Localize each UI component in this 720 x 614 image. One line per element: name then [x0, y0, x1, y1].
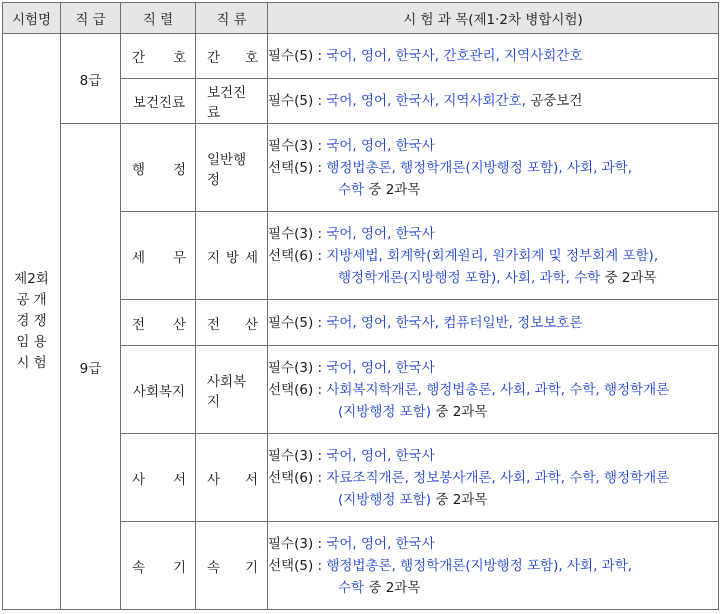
class-cell	[196, 434, 268, 522]
subject-tail: 중 2과목	[431, 403, 488, 420]
subject-label: 필수(3) :	[268, 535, 327, 552]
subject-line	[268, 445, 718, 467]
subject-line	[268, 312, 718, 334]
subject-label: 선택(6) :	[268, 381, 327, 398]
class-text: 사회복지	[207, 373, 247, 410]
subject-line	[268, 401, 718, 423]
class-text: 보건진료	[207, 85, 247, 121]
series-text: 기	[172, 559, 186, 576]
subjects-cell	[268, 124, 719, 212]
grade-8-cell: 8급	[61, 34, 121, 124]
header-series: 직 렬	[121, 3, 196, 34]
subject-list: 자료조직개론, 정보봉사개론, 사회, 과학, 수학, 행정학개론	[326, 469, 670, 486]
series-text: 보건진료	[132, 95, 186, 111]
subject-line	[268, 379, 718, 401]
series-cell	[121, 124, 196, 212]
subject-line	[268, 90, 718, 112]
series-cell	[121, 346, 196, 434]
class-cell	[196, 124, 268, 212]
class-text: 전	[207, 316, 221, 333]
series-text: 정	[172, 161, 186, 178]
table-row	[3, 124, 719, 212]
series-text: 호	[172, 50, 186, 66]
subject-list: 사회복지학개론, 행정법총론, 사회, 과학, 수학, 행정학개론	[326, 381, 670, 398]
class-text: 세	[244, 249, 258, 266]
subjects-cell	[268, 522, 719, 610]
subject-label: 선택(6) :	[268, 247, 327, 264]
subjects-cell	[268, 434, 719, 522]
subject-tail: 중 2과목	[364, 181, 421, 198]
subject-label: 필수(5) :	[268, 314, 327, 331]
series-text: 서	[172, 471, 186, 488]
subject-tail: 중 2과목	[600, 269, 657, 286]
subject-list: 국어, 영어, 한국사, 컴퓨터일반, 정보보호론	[326, 314, 583, 331]
series-cell	[121, 34, 196, 79]
subject-list: 국어, 영어, 한국사, 간호관리, 지역사회간호	[326, 48, 583, 64]
class-cell	[196, 300, 268, 346]
series-text: 속	[132, 559, 146, 576]
exam-name-line: 경 쟁	[16, 313, 47, 329]
table-row	[3, 34, 719, 79]
subject-list: 수학	[338, 181, 365, 198]
subject-tail: 공중보건	[530, 93, 583, 109]
class-text: 지	[207, 249, 221, 266]
series-text: 행	[132, 161, 146, 178]
subjects-cell	[268, 300, 719, 346]
subject-line	[268, 245, 718, 267]
subject-list: 국어, 영어, 한국사	[326, 137, 435, 154]
series-text: 사	[132, 471, 146, 488]
class-text: 방	[225, 249, 240, 266]
subject-list: 수학	[338, 579, 365, 596]
series-text: 무	[172, 249, 186, 266]
subject-line	[268, 357, 718, 379]
header-row	[3, 3, 719, 34]
header-subjects: 시 험 과 목(제1·2차 병합시험)	[268, 3, 719, 34]
class-cell	[196, 79, 268, 124]
exam-name-line: 임 용	[16, 334, 47, 350]
subjects-cell	[268, 346, 719, 434]
subject-list: 행정학개론(지방행정 포함), 사회, 과학, 수학	[338, 269, 601, 286]
subject-list: 국어, 영어, 한국사	[326, 447, 435, 464]
exam-subjects-table	[2, 2, 719, 610]
subject-label: 선택(6) :	[268, 469, 327, 486]
series-text: 산	[172, 316, 186, 333]
subject-line	[268, 157, 718, 179]
series-text: 사회복지	[132, 383, 186, 400]
subject-line	[268, 179, 718, 201]
series-text: 세	[132, 249, 146, 266]
exam-name-cell	[3, 34, 61, 610]
header-class: 직 류	[196, 3, 268, 34]
series-cell	[121, 434, 196, 522]
subject-list: 국어, 영어, 한국사	[326, 359, 435, 376]
subject-list: 행정법총론, 행정학개론(지방행정 포함), 사회, 과학,	[326, 557, 633, 574]
exam-name-line: 공 개	[16, 292, 47, 308]
subject-label: 필수(3) :	[268, 137, 327, 154]
subject-list: 국어, 영어, 한국사, 지역사회간호,	[326, 93, 531, 109]
subject-line	[268, 267, 718, 289]
subject-line	[268, 135, 718, 157]
series-text: 간	[132, 50, 146, 66]
header-exam-name: 시험명	[3, 3, 61, 34]
subjects-cell	[268, 34, 719, 79]
class-cell	[196, 346, 268, 434]
subject-line	[268, 489, 718, 511]
series-cell	[121, 79, 196, 124]
class-text: 일반행정	[207, 151, 247, 188]
subject-list: 국어, 영어, 한국사	[326, 225, 435, 242]
series-cell	[121, 522, 196, 610]
subject-line	[268, 577, 718, 599]
class-text: 속	[207, 559, 221, 576]
subject-line	[268, 533, 718, 555]
class-text: 서	[244, 471, 258, 488]
subject-label: 필수(3) :	[268, 359, 327, 376]
subject-line	[268, 555, 718, 577]
subject-tail: 중 2과목	[431, 491, 488, 508]
subjects-cell	[268, 212, 719, 300]
exam-name-line: 시 험	[16, 355, 47, 371]
series-text: 전	[132, 316, 146, 333]
subject-list: 지방세법, 회계학(회계원리, 원가회계 및 정부회계 포함),	[326, 247, 659, 264]
class-cell	[196, 522, 268, 610]
subject-list: (지방행정 포함)	[338, 491, 432, 508]
subjects-cell	[268, 79, 719, 124]
subject-label: 선택(5) :	[268, 159, 327, 176]
subject-label: 필수(5) :	[268, 48, 327, 64]
class-cell	[196, 212, 268, 300]
subject-list: 행정법총론, 행정학개론(지방행정 포함), 사회, 과학,	[326, 159, 633, 176]
exam-name-line: 제2회	[14, 271, 49, 287]
class-text: 호	[244, 50, 258, 66]
grade-9-cell: 9급	[61, 124, 121, 610]
subject-list: 국어, 영어, 한국사	[326, 535, 435, 552]
subject-line	[268, 223, 718, 245]
class-text: 산	[244, 316, 258, 333]
class-text: 간	[207, 50, 221, 66]
subject-label: 필수(5) :	[268, 93, 327, 109]
subject-tail: 중 2과목	[364, 579, 421, 596]
series-cell	[121, 300, 196, 346]
subject-label: 필수(3) :	[268, 225, 327, 242]
subject-label: 선택(5) :	[268, 557, 327, 574]
subject-list: (지방행정 포함)	[338, 403, 432, 420]
subject-label: 필수(3) :	[268, 447, 327, 464]
subject-line	[268, 45, 718, 67]
subject-line	[268, 467, 718, 489]
class-text: 기	[244, 559, 258, 576]
class-text: 사	[207, 471, 221, 488]
class-cell	[196, 34, 268, 79]
series-cell	[121, 212, 196, 300]
header-grade: 직 급	[61, 3, 121, 34]
